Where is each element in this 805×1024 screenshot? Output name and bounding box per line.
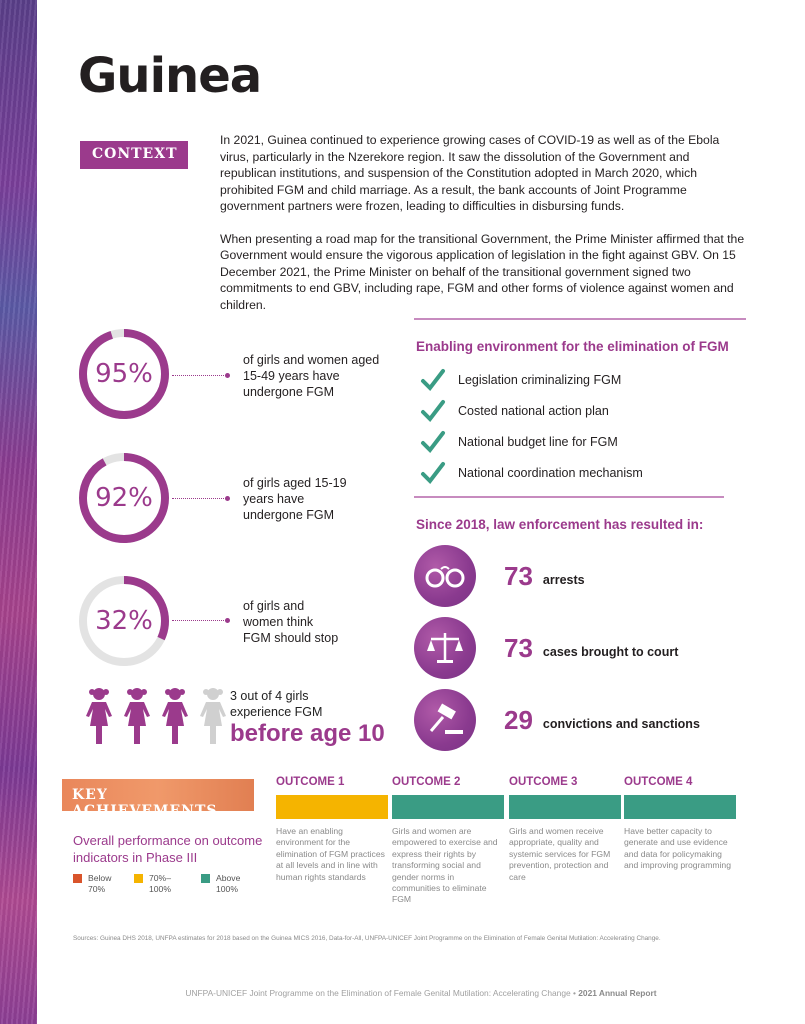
key-achievements-tag: KEY ACHIEVEMENTS [62, 779, 254, 811]
checkmark-icon [420, 367, 446, 393]
page-footer [0, 988, 805, 998]
connector-dot [225, 496, 230, 501]
dotted-connector [172, 498, 226, 499]
outcome-1 [276, 776, 388, 883]
handcuffs-icon [414, 545, 476, 607]
divider [414, 496, 724, 498]
legend-label: Above 100% [216, 873, 241, 894]
checkmark-icon [420, 460, 446, 486]
check-item [420, 457, 643, 488]
outcome-title: OUTCOME 4 [624, 776, 693, 788]
outcome-bar [276, 795, 388, 819]
legend-item [134, 873, 185, 895]
gavel-icon [414, 689, 476, 751]
outcome-bar [624, 795, 736, 819]
footer-text: UNFPA-UNICEF Joint Programme on the Elimination of Female Genital Mutilation: Accelerating Change [185, 988, 571, 998]
legend-swatch [134, 874, 143, 883]
girl-figure-icon [160, 686, 190, 746]
footer-report: 2021 Annual Report [578, 988, 657, 998]
outcome-title: OUTCOME 3 [509, 776, 578, 788]
context-text [220, 132, 745, 313]
enforcement-label: convictions and sanctions [542, 717, 700, 731]
outcome-bar [509, 795, 621, 819]
stat-percent: 95% [95, 359, 153, 389]
performance-legend [73, 873, 250, 895]
enforcement-row-convictions [414, 689, 700, 751]
check-item [420, 395, 643, 426]
dotted-connector [172, 620, 226, 621]
checkmark-icon [420, 398, 446, 424]
stat-description: of girls and women aged 15-49 years have undergone FGM [243, 353, 380, 399]
context-paragraph-1: In 2021, Guinea continued to experience growing cases of COVID-19 as well as of the Ebola virus, particularly in the Nzerekore region. It saw the dissolution of the Government and republican institutions, and suspension of the Constitution adopted in March 2020, which prohibited FGM and child marriage. As a result, the bank accounts of Joint Programme government partners were frozen, leading to difficulties in disbursing funds. [220, 133, 720, 213]
check-label: National budget line for FGM [458, 434, 618, 449]
outcome-title: OUTCOME 2 [392, 776, 461, 788]
girl-figure-icon [198, 686, 228, 746]
divider [414, 318, 746, 320]
context-tag: CONTEXT [80, 141, 188, 169]
stat-description: of girls aged 15-19 years have undergone FGM [243, 476, 347, 522]
stat-ring-95 [78, 328, 170, 420]
girls-highlight: before age 10 [230, 720, 385, 747]
outcome-description: Girls and women are empowered to exercise and express their rights by transforming social and gender norms in communities to eliminate FGM [392, 826, 498, 905]
checkmark-icon [420, 429, 446, 455]
outcome-4 [624, 776, 736, 872]
performance-heading: Overall performance on outcome indicators in Phase III [73, 833, 263, 865]
enforcement-heading: Since 2018, law enforcement has resulted in: [416, 517, 704, 532]
legend-label: 70%–100% [149, 873, 171, 894]
dotted-connector [172, 375, 226, 376]
stat-percent: 32% [95, 606, 153, 636]
outcome-description: Have an enabling environment for the elimination of FGM practices at all levels and in line with human rights standards [276, 826, 385, 882]
outcome-3 [509, 776, 621, 883]
enforcement-row-court [414, 617, 678, 679]
outcome-description: Have better capacity to generate and use evidence and data for policymaking and improving programming [624, 826, 731, 871]
connector-dot [225, 373, 230, 378]
check-label: Legislation criminalizing FGM [458, 372, 622, 387]
check-item [420, 426, 643, 457]
legend-item [73, 873, 118, 895]
girls-pictogram [84, 686, 228, 746]
check-item [420, 364, 643, 395]
page-title: Guinea [78, 48, 262, 104]
outcome-description: Girls and women receive appropriate, quality and systemic services for FGM prevention, protection and care [509, 826, 611, 882]
stat-ring-92 [78, 452, 170, 544]
enabling-checklist [420, 364, 643, 488]
outcome-bar [392, 795, 504, 819]
enforcement-number: 29 [504, 704, 533, 735]
enforcement-label: cases brought to court [542, 645, 679, 659]
enabling-heading: Enabling environment for the elimination of FGM [416, 339, 729, 354]
context-paragraph-2: When presenting a road map for the transitional Government, the Prime Minister affirmed that the Government would ensure the vigorous application of legislation in the fight against GBV. On 15 December 2021, the Prime Minister on behalf of the transitional government signed two commitments to end GBV, including rape, FGM and other forms of violence against women and children. [220, 231, 745, 312]
outcome-2 [392, 776, 504, 906]
connector-dot [225, 618, 230, 623]
check-label: National coordination mechanism [458, 465, 643, 480]
enforcement-label: arrests [542, 573, 585, 587]
legend-swatch [73, 874, 82, 883]
legend-item [201, 873, 250, 895]
legend-label: Below 70% [88, 873, 112, 894]
enforcement-number: 73 [504, 560, 533, 591]
check-label: Costed national action plan [458, 403, 609, 418]
girl-figure-icon [84, 686, 114, 746]
decorative-side-strip [0, 0, 37, 1024]
scales-icon [414, 617, 476, 679]
girl-figure-icon [122, 686, 152, 746]
outcome-title: OUTCOME 1 [276, 776, 345, 788]
girls-text: 3 out of 4 girls experience FGM [230, 689, 323, 719]
sources-note: Sources: Guinea DHS 2018, UNFPA estimates for 2018 based on the Guinea MICS 2016, Data-for-All, UNFPA-UNICEF Joint Programme on the Elimination of Female Genital Mutilation: Accelerating Change. [73, 935, 661, 942]
legend-swatch [201, 874, 210, 883]
enforcement-number: 73 [504, 632, 533, 663]
stat-percent: 92% [95, 483, 153, 513]
stat-description: of girls and women think FGM should stop [243, 599, 339, 645]
enforcement-row-arrests [414, 545, 585, 607]
footer-separator: • [572, 988, 576, 998]
stat-ring-32 [78, 575, 170, 667]
